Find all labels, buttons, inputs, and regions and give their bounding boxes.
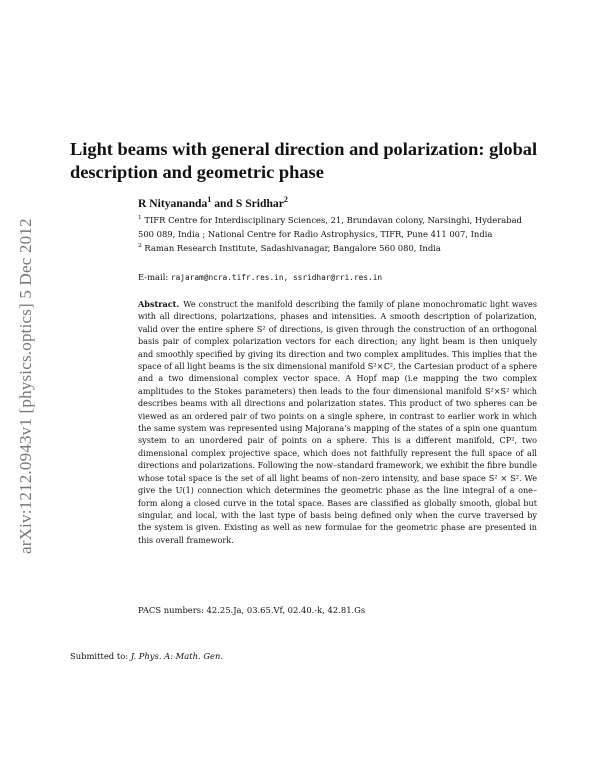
email-addresses: rajaram@ncra.tifr.res.in, ssridhar@rri.res.in <box>170 273 383 282</box>
affiliations <box>138 213 538 255</box>
affiliation-text: Raman Research Institute, Sadashivanagar, Bangalore 560 080, India <box>144 243 441 253</box>
author-name: S Sridhar <box>235 197 284 210</box>
author-conjunction: and <box>214 197 233 210</box>
pacs-numbers: PACS numbers: 42.25.Ja, 03.65.Vf, 02.40.-k, 42.81.Gs <box>138 605 366 615</box>
submission-note <box>70 651 223 661</box>
affiliation-item <box>138 213 538 241</box>
email-line <box>138 272 382 282</box>
abstract-label: Abstract. <box>138 299 180 309</box>
email-label: E-mail: <box>138 272 169 282</box>
affiliation-text: TIFR Centre for Interdisciplinary Sciences, 21, Brundavan colony, Narsinghi, Hyderabad 500 089, India ; National Centre for Radio Astrophysics, TIFR, Pune 411 007, India <box>138 215 522 239</box>
submitted-label: Submitted to: <box>70 651 129 661</box>
affiliation-item <box>138 241 538 255</box>
author-affil-mark: 2 <box>283 195 288 205</box>
paper-title: Light beams with general direction and polarization: global description and geometric phase <box>70 139 538 182</box>
author-affil-mark: 1 <box>207 195 212 205</box>
journal-name: J. Phys. A: Math. Gen. <box>130 651 224 661</box>
affiliation-mark: 2 <box>138 243 142 250</box>
author-name: R Nityananda <box>138 197 208 210</box>
abstract-text: We construct the manifold describing the family of plane monochromatic light waves with all directions, polarizations, phases and intensities. A smooth description of polarization, valid over the entire sphere S² of directions, is given through the construction of an orthogonal basis pair of complex polarization vectors for each direction; any light beam is then uniquely and smoothly specified by giving its direction and two complex amplitudes. This implies that the space of all light beams is the six dimensional manifold S²×ℂ², the Cartesian product of a sphere and a two dimensional complex vector space. A Hopf map (i.e mapping the two complex amplitudes to the Stokes parameters) then leads to the four dimensional manifold S²×S² which describes beams with all directions and polarization states. This product of two spheres can be viewed as an ordered pair of two points on a single sphere, in contrast to earlier work in which the same system was represented using Majorana’s mapping of the states of a spin one quantum system to an unordered pair of points on a sphere. This is a different manifold, CP², two dimensional complex projective space, which does not faithfully represent the full space of all directions and polarizations. Following the now–standard framework, we exhibit the fibre bundle whose total space is the set of all light beams of non–zero intensity, and base space S² × S². We give the U(1) connection which determines the geometric phase as the line integral of a one–form along a closed curve in the total space. Bases are classified as globally smooth, global but singular, and local, with the last type of basis being defined only when the curve traversed by the system is given. Existing as well as new formulae for the geometric phase are presented in this overall framework. <box>138 299 537 545</box>
affiliation-mark: 1 <box>138 215 142 222</box>
author-list <box>138 197 288 210</box>
arxiv-identifier-stamp: arXiv:1212.0943v1 [physics.optics] 5 Dec 2012 <box>16 218 35 554</box>
abstract <box>138 298 537 546</box>
